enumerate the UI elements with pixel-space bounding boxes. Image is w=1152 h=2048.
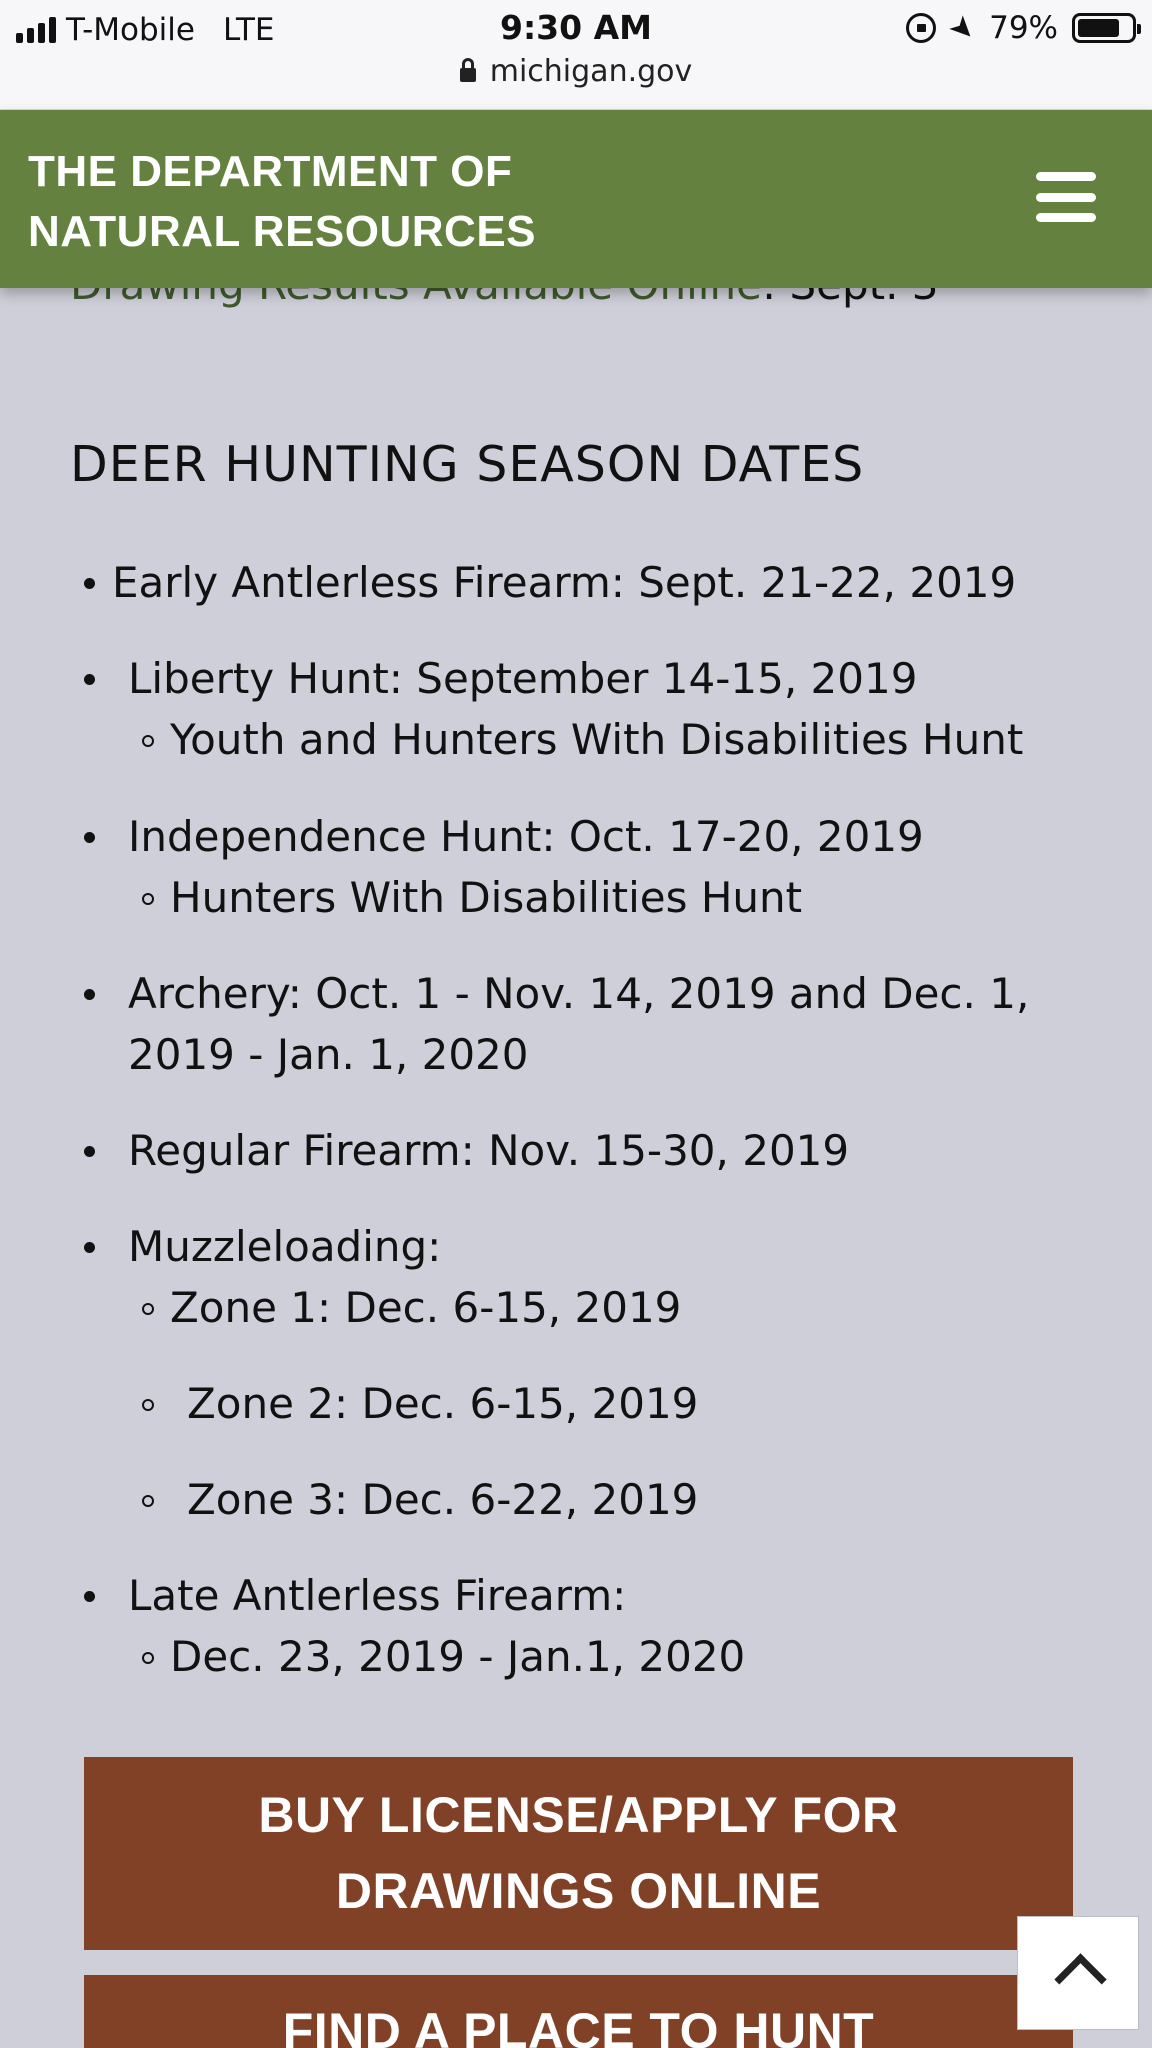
sub-bullet — [142, 1399, 154, 1411]
sub-bullet — [142, 1495, 154, 1507]
season-liberty: Liberty Hunt: September 14-15, 2019 — [128, 654, 918, 703]
bullet — [84, 674, 95, 685]
orientation-lock-icon — [906, 13, 936, 43]
bullet — [84, 989, 95, 1000]
sub-bullet — [142, 735, 154, 747]
bullet — [84, 1146, 95, 1157]
location-arrow-icon: ➤ — [941, 6, 984, 50]
chevron-up-icon[interactable] — [1017, 1916, 1139, 2030]
find-place-label: FIND A PLACE TO HUNT — [282, 2003, 875, 2048]
clock: 9:30 AM — [500, 8, 652, 47]
buy-license-label-line1: BUY LICENSE/APPLY FOR — [258, 1787, 899, 1843]
season-liberty-detail: Youth and Hunters With Disabilities Hunt — [170, 715, 1024, 764]
season-early-antlerless: Early Antlerless Firearm: Sept. 21-22, 2019 — [112, 558, 1017, 607]
site-title-link[interactable] — [28, 142, 536, 262]
season-archery-continued: 2019 - Jan. 1, 2020 — [128, 1030, 529, 1079]
status-icons — [906, 8, 1136, 48]
season-independence-detail: Hunters With Disabilities Hunt — [170, 873, 803, 922]
muzzle-zone-2: Zone 2: Dec. 6-15, 2019 — [187, 1379, 699, 1428]
bullet — [84, 1591, 95, 1602]
network-type: LTE — [222, 12, 275, 48]
site-title-line2: NATURAL RESOURCES — [28, 207, 537, 256]
season-regular-firearm: Regular Firearm: Nov. 15-30, 2019 — [128, 1126, 850, 1175]
muzzle-zone-1: Zone 1: Dec. 6-15, 2019 — [170, 1283, 682, 1332]
site-title-line1: THE DEPARTMENT OF — [28, 147, 513, 196]
hamburger-menu-icon[interactable] — [1036, 172, 1096, 222]
find-place-to-hunt-button[interactable] — [84, 1975, 1073, 2048]
address-bar[interactable] — [0, 54, 1152, 89]
muzzle-zone-3: Zone 3: Dec. 6-22, 2019 — [187, 1475, 699, 1524]
sub-bullet — [142, 1303, 154, 1315]
bullet — [84, 1242, 95, 1253]
buy-license-label-line2: DRAWINGS ONLINE — [335, 1863, 822, 1919]
season-independence: Independence Hunt: Oct. 17-20, 2019 — [128, 812, 924, 861]
sub-bullet — [142, 893, 154, 905]
site-header — [0, 110, 1152, 288]
battery-percent: 79% — [989, 10, 1058, 46]
battery-icon — [1072, 13, 1136, 43]
carrier-name: T-Mobile — [66, 12, 195, 48]
season-archery: Archery: Oct. 1 - Nov. 14, 2019 and Dec. 1, — [128, 969, 1030, 1018]
buy-license-button[interactable] — [84, 1757, 1073, 1950]
section-title: DEER HUNTING SEASON DATES — [70, 436, 865, 493]
ios-status-bar — [0, 0, 1152, 110]
padlock-icon — [460, 68, 476, 82]
url-text: michigan.gov — [489, 54, 693, 89]
season-late-antlerless: Late Antlerless Firearm: — [128, 1571, 627, 1620]
bullet — [84, 832, 95, 843]
sub-bullet — [142, 1652, 154, 1664]
bullet — [84, 578, 95, 589]
season-muzzleloading: Muzzleloading: — [128, 1222, 442, 1271]
season-late-antlerless-dates: Dec. 23, 2019 - Jan.1, 2020 — [170, 1632, 746, 1681]
